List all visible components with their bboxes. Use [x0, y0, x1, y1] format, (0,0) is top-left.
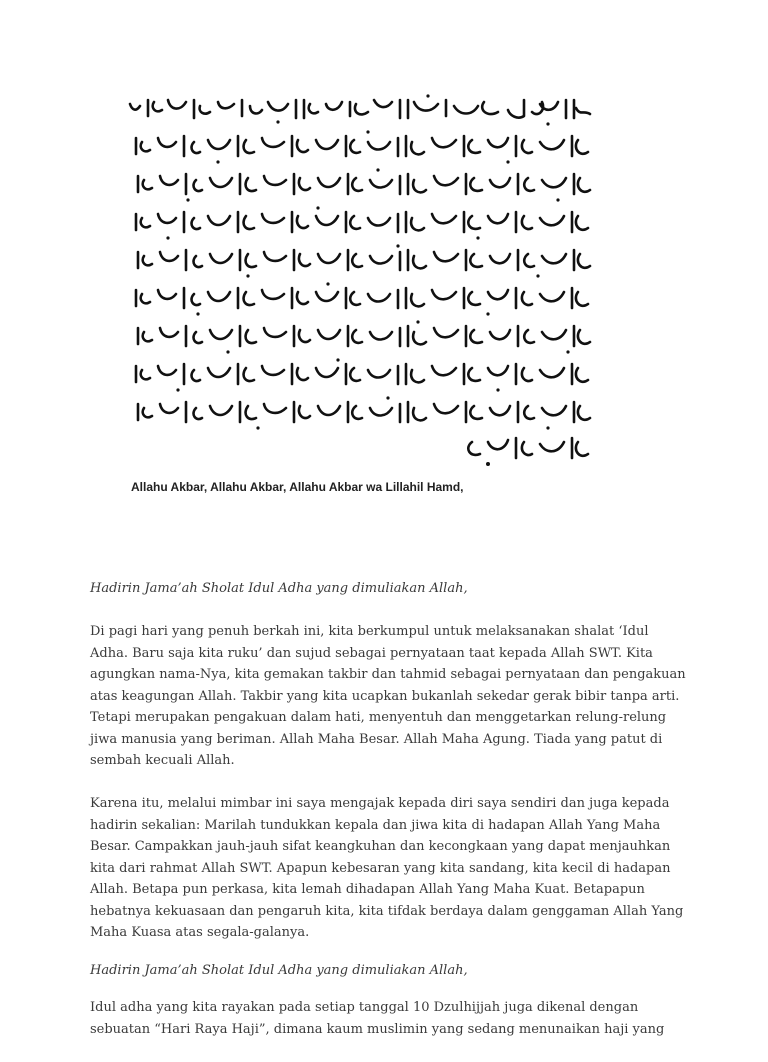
- arabic-calligraphy-image: [128, 92, 592, 470]
- paragraph-opening: Di pagi hari yang penuh berkah ini, kita berkumpul untuk melaksanakan shalat ‘Idul Adha. Baru saja kita ruku’ dan sujud sebagai pernyataan taat kepada Allah SWT. Kita agungkan nama-Nya, kita gemakan takbir dan tahmid sebagai pernyataan dan pengakuan atas keagungan Allah. Takbir yang kita ucapkan bukanlah sekedar gerak bibir tanpa arti. Tetapi merupakan pengakuan dalam hati, menyentuh dan menggetarkan relung-relung jiwa manusia yang beriman. Allah Maha Besar. Allah Maha Agung. Tiada yang patut di sembah kecuali Allah.: [90, 624, 686, 768]
- arabic-calligraphy-icon: [128, 92, 592, 470]
- paragraph-invitation: Karena itu, melalui mimbar ini saya mengajak kepada diri saya sendiri dan juga kepada hadirin sekalian: Marilah tundukkan kepala dan jiwa kita di hadapan Allah Yang Maha Besar. Campakkan jauh-jauh sifat keangkuhan dan kecongkaan yang dapat menjauhkan kita dari rahmat Allah SWT. Apapun kebesaran yang kita sandang, kita kecil di hadapan Allah. Betapa pun perkasa, kita lemah dihadapan Allah Yang Maha Kuat. Betapapun hebatnya kekuasaan dan pengaruh kita, kita tifdak berdaya dalam genggaman Allah Yang Maha Kuasa atas segala-galanya.: [90, 796, 684, 940]
- greeting-heading: Hadirin Jama’ah Sholat Idul Adha yang dimuliakan Allah,: [90, 581, 468, 596]
- arabic-translation-caption: Allahu Akbar, Allahu Akbar, Allahu Akbar wa Lillahil Hamd,: [131, 480, 464, 494]
- greeting-heading-repeat: Hadirin Jama’ah Sholat Idul Adha yang dimuliakan Allah,: [90, 962, 468, 978]
- sermon-body: [90, 578, 688, 1062]
- paragraph-idul-adha: Idul adha yang kita rayakan pada setiap tanggal 10 Dzulhijjah juga dikenal dengan sebuatan “Hari Raya Haji”, dimana kaum muslimin yang sedang menunaikan haji yang: [90, 1000, 665, 1037]
